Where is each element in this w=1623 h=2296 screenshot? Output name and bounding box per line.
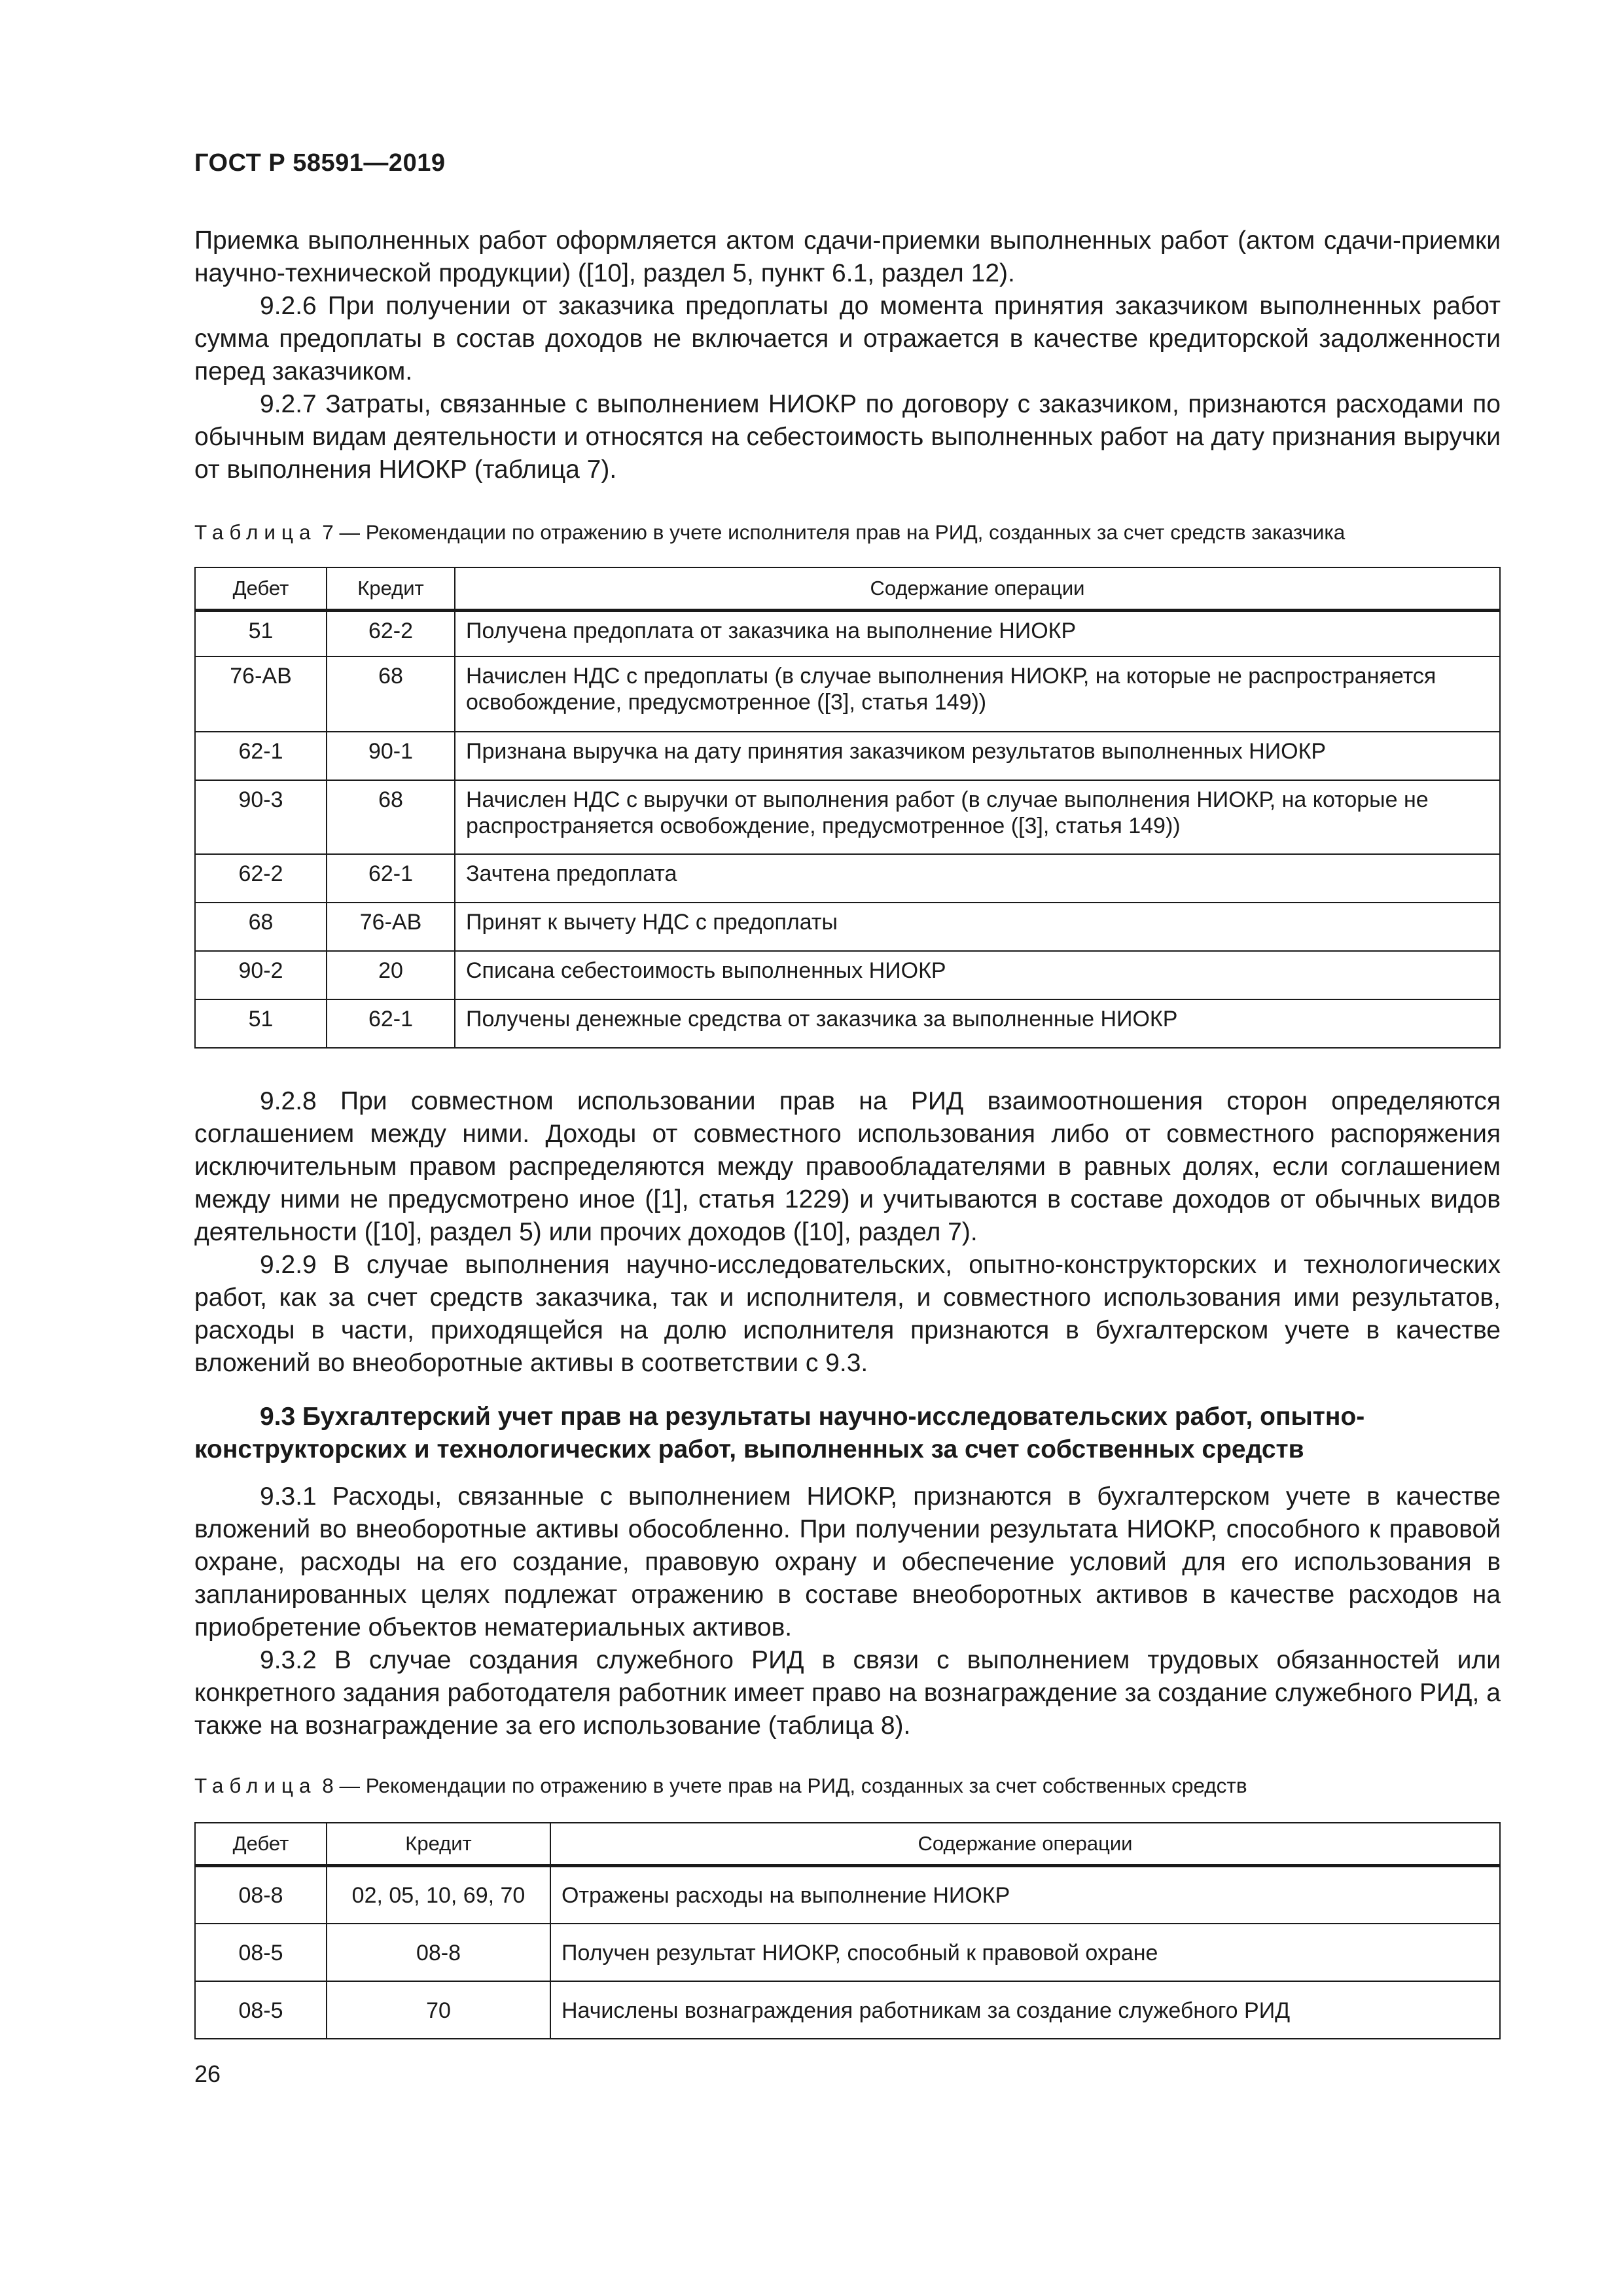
text-block-2 bbox=[194, 1085, 1501, 1380]
table-7-cell-credit: 68 bbox=[327, 780, 455, 854]
table-8-cell-operation: Начислены вознаграждения работникам за создание служебного РИД bbox=[550, 1981, 1500, 2039]
table-7-cell-credit: 20 bbox=[327, 951, 455, 999]
paragraph-9-2-8: 9.2.8 При совместном использовании прав на РИД взаимоотношения сторон определяются соглашением между ними. Доходы от совместного использования либо от совместного распоряжения исключительным правом распределяются между правообладателями в равных долях, если соглашением между ними не предусмотрено иное ([1], статья 1229) и учитываются в составе доходов от обычных видов деятельности ([10], раздел 5) или прочих доходов ([10], раздел 7). bbox=[194, 1087, 1501, 1246]
table-row bbox=[195, 732, 1500, 780]
table-7-cell-operation: Зачтена предоплата bbox=[455, 854, 1500, 903]
table-7-cell-operation: Признана выручка на дату принятия заказчиком результатов выполненных НИОКР bbox=[455, 732, 1500, 780]
table-row bbox=[195, 656, 1500, 732]
table-7-cell-debit: 51 bbox=[195, 611, 327, 656]
table-8-header-operation: Содержание операции bbox=[550, 1823, 1500, 1866]
table-8-cell-credit: 08-8 bbox=[327, 1924, 550, 1981]
table-row bbox=[195, 999, 1500, 1048]
table-row bbox=[195, 1981, 1500, 2039]
section-heading-9-3 bbox=[194, 1401, 1501, 1466]
table-7-cell-credit: 68 bbox=[327, 656, 455, 732]
table-7-cell-operation: Списана себестоимость выполненных НИОКР bbox=[455, 951, 1500, 999]
table-7-header-debit: Дебет bbox=[195, 567, 327, 611]
table-7-cell-operation: Начислен НДС с предоплаты (в случае выполнения НИОКР, на которые не распространяется освобождение, предусмотренное ([3], статья 149)) bbox=[455, 656, 1500, 732]
table-7 bbox=[194, 567, 1501, 1049]
table-7-caption-label: Таблица bbox=[194, 520, 317, 544]
document-header: ГОСТ Р 58591—2019 bbox=[194, 149, 446, 177]
table-8 bbox=[194, 1822, 1501, 2039]
table-7-caption-text: 7 — Рекомендации по отражению в учете исполнителя прав на РИД, созданных за счет средств заказчика bbox=[322, 520, 1346, 544]
table-row bbox=[195, 1924, 1500, 1981]
table-7-cell-operation: Начислен НДС с выручки от выполнения работ (в случае выполнения НИОКР, на которые не распространяется освобождение, предусмотренное ([3], статья 149)) bbox=[455, 780, 1500, 854]
table-8-caption-label: Таблица bbox=[194, 1774, 317, 1797]
paragraph-acceptance: Приемка выполненных работ оформляется актом сдачи-приемки выполненных работ (актом сдачи-приемки научно-технической продукции) ([10], раздел 5, пункт 6.1, раздел 12). bbox=[194, 226, 1501, 287]
table-8-cell-debit: 08-5 bbox=[195, 1924, 327, 1981]
text-block-1 bbox=[194, 224, 1501, 486]
paragraph-9-2-7: 9.2.7 Затраты, связанные с выполнением НИОКР по договору с заказчиком, признаются расходами по обычным видам деятельности и относятся на себестоимость выполненных работ на дату признания выручки от выполнения НИОКР (таблица 7). bbox=[194, 390, 1501, 484]
table-8-cell-operation: Получен результат НИОКР, способный к правовой охране bbox=[550, 1924, 1500, 1981]
table-8-caption-text: 8 — Рекомендации по отражению в учете прав на РИД, созданных за счет собственных средств bbox=[322, 1774, 1247, 1797]
table-8-cell-credit: 02, 05, 10, 69, 70 bbox=[327, 1866, 550, 1924]
table-8-header-credit: Кредит bbox=[327, 1823, 550, 1866]
paragraph-9-2-6: 9.2.6 При получении от заказчика предоплаты до момента принятия заказчиком выполненных работ сумма предоплаты в состав доходов не включается и отражается в качестве кредиторской задолженности перед заказчиком. bbox=[194, 292, 1501, 386]
table-7-header-operation: Содержание операции bbox=[455, 567, 1500, 611]
table-row bbox=[195, 854, 1500, 903]
section-heading-9-3-text: 9.3 Бухгалтерский учет прав на результаты научно-исследовательских работ, опытно-конструкторских и технологических работ, выполненных за счет собственных средств bbox=[194, 1403, 1365, 1463]
table-row bbox=[195, 903, 1500, 951]
table-8-header-debit: Дебет bbox=[195, 1823, 327, 1866]
table-7-cell-debit: 62-1 bbox=[195, 732, 327, 780]
table-7-header-credit: Кредит bbox=[327, 567, 455, 611]
table-8-caption bbox=[194, 1772, 1503, 1799]
paragraph-9-2-9: 9.2.9 В случае выполнения научно-исследовательских, опытно-конструкторских и технологических работ, как за счет средств заказчика, так и исполнителя, и совместного использования ими результатов, расходы в части, приходящейся на долю исполнителя признаются в бухгалтерском учете в качестве вложений во внеоборотные активы в соответствии с 9.3. bbox=[194, 1251, 1501, 1377]
table-row bbox=[195, 780, 1500, 854]
table-7-cell-operation: Принят к вычету НДС с предоплаты bbox=[455, 903, 1500, 951]
table-7-cell-credit: 62-1 bbox=[327, 999, 455, 1048]
table-8-cell-credit: 70 bbox=[327, 1981, 550, 2039]
table-7-cell-operation: Получены денежные средства от заказчика за выполненные НИОКР bbox=[455, 999, 1500, 1048]
table-7-cell-operation: Получена предоплата от заказчика на выполнение НИОКР bbox=[455, 611, 1500, 656]
paragraph-9-3-2: 9.3.2 В случае создания служебного РИД в связи с выполнением трудовых обязанностей или конкретного задания работодателя работник имеет право на вознаграждение за создание служебного РИД, а также на вознаграждение за его использование (таблица 8). bbox=[194, 1646, 1501, 1740]
paragraph-9-3-1: 9.3.1 Расходы, связанные с выполнением НИОКР, признаются в бухгалтерском учете в качестве вложений во внеоборотные активы обособленно. При получении результата НИОКР, способного к правовой охране, расходы на его создание, правовую охрану и обеспечение условий для его использования в запланированных целях подлежат отражению в составе внеоборотных активов в качестве расходов на приобретение объектов нематериальных активов. bbox=[194, 1482, 1501, 1641]
table-7-cell-debit: 62-2 bbox=[195, 854, 327, 903]
table-8-cell-debit: 08-8 bbox=[195, 1866, 327, 1924]
table-7-cell-credit: 62-1 bbox=[327, 854, 455, 903]
page-number: 26 bbox=[194, 2060, 221, 2087]
table-7-cell-debit: 68 bbox=[195, 903, 327, 951]
table-8-cell-debit: 08-5 bbox=[195, 1981, 327, 2039]
table-7-cell-credit: 62-2 bbox=[327, 611, 455, 656]
table-7-cell-debit: 90-2 bbox=[195, 951, 327, 999]
table-7-cell-credit: 90-1 bbox=[327, 732, 455, 780]
table-row bbox=[195, 951, 1500, 999]
table-7-cell-debit: 76-АВ bbox=[195, 656, 327, 732]
table-row bbox=[195, 611, 1500, 656]
table-8-cell-operation: Отражены расходы на выполнение НИОКР bbox=[550, 1866, 1500, 1924]
table-7-cell-debit: 90-3 bbox=[195, 780, 327, 854]
text-block-3 bbox=[194, 1480, 1501, 1742]
table-row bbox=[195, 1866, 1500, 1924]
table-7-cell-credit: 76-АВ bbox=[327, 903, 455, 951]
table-7-cell-debit: 51 bbox=[195, 999, 327, 1048]
table-7-caption bbox=[194, 519, 1503, 545]
